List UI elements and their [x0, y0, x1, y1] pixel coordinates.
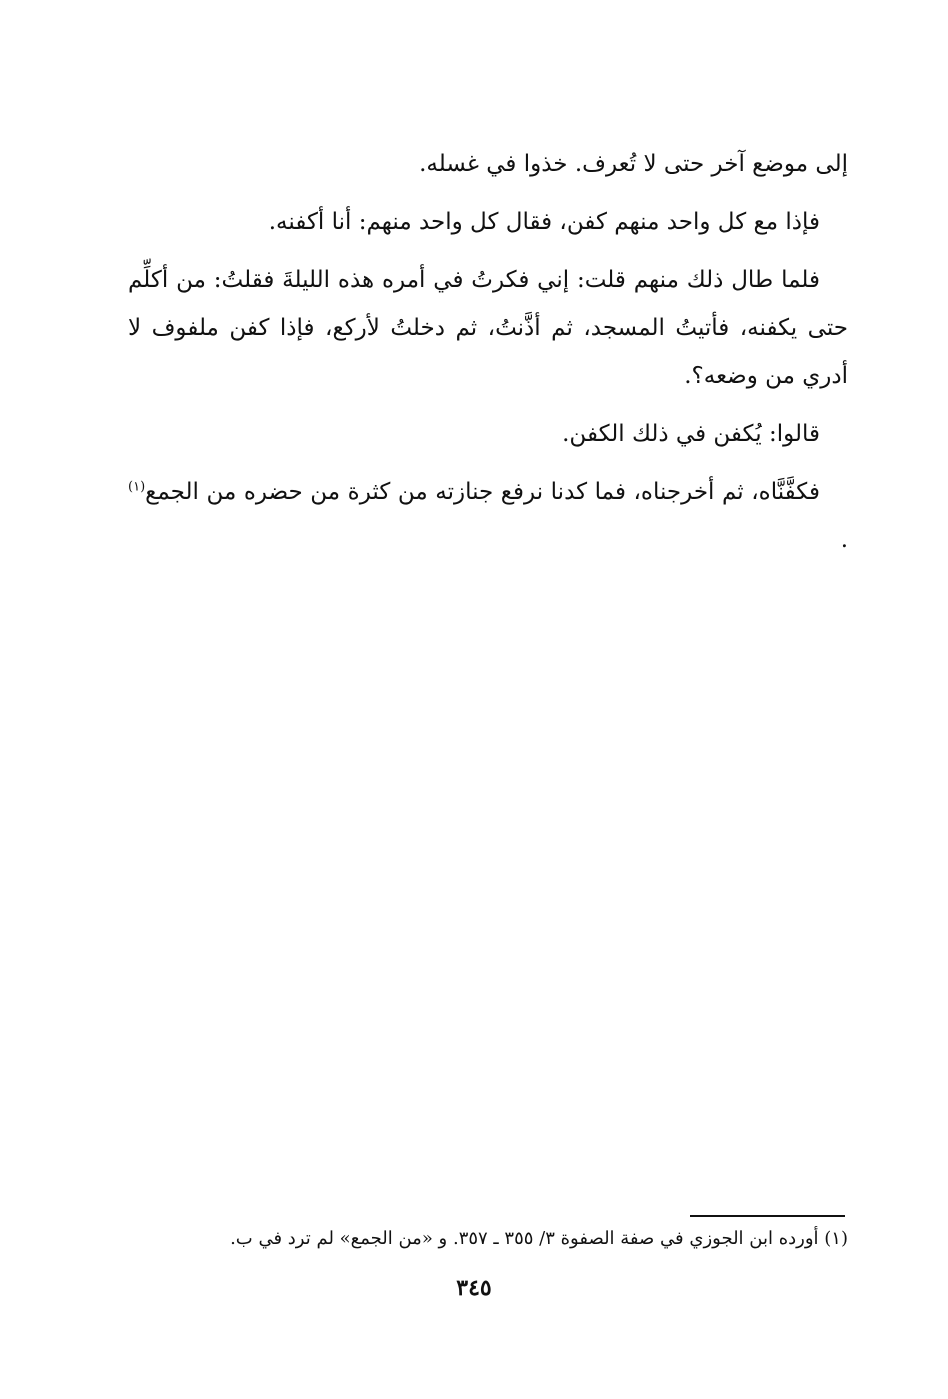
main-text	[128, 140, 848, 574]
paragraph-3: فلما طال ذلك منهم قلت: إني فكرتُ في أمره هذه الليلةَ فقلتُ: من أكلِّم حتى يكفنه، فأتيتُ المسجد، ثم أذَّنتُ، ثم دخلتُ لأركع، فإذا كفن ملفوف لا أدري من وضعه؟.	[128, 267, 848, 389]
footnote-divider	[690, 1215, 845, 1217]
paragraph-1: إلى موضع آخر حتى لا تُعرف. خذوا في غسله.	[419, 151, 848, 177]
footnote: (١) أورده ابن الجوزي في صفة الصفوة ٣/ ٣٥٥ ـ ٣٥٧. و «من الجمع» لم ترد في ب.	[230, 1228, 848, 1249]
paragraph-5	[128, 468, 848, 564]
paragraph-4: قالوا: يُكفن في ذلك الكفن.	[562, 421, 820, 447]
footnote-reference[interactable]: (١)	[128, 479, 146, 495]
paragraph-5-period: .	[840, 527, 848, 553]
paragraph-5-text: فكفَّنَّاه، ثم أخرجناه، فما كدنا نرفع جنازته من كثرة من حضره من الجمع	[145, 479, 820, 505]
page-number: ٣٤٥	[456, 1275, 492, 1301]
paragraph-2: فإذا مع كل واحد منهم كفن، فقال كل واحد منهم: أنا أكفنه.	[268, 209, 820, 235]
